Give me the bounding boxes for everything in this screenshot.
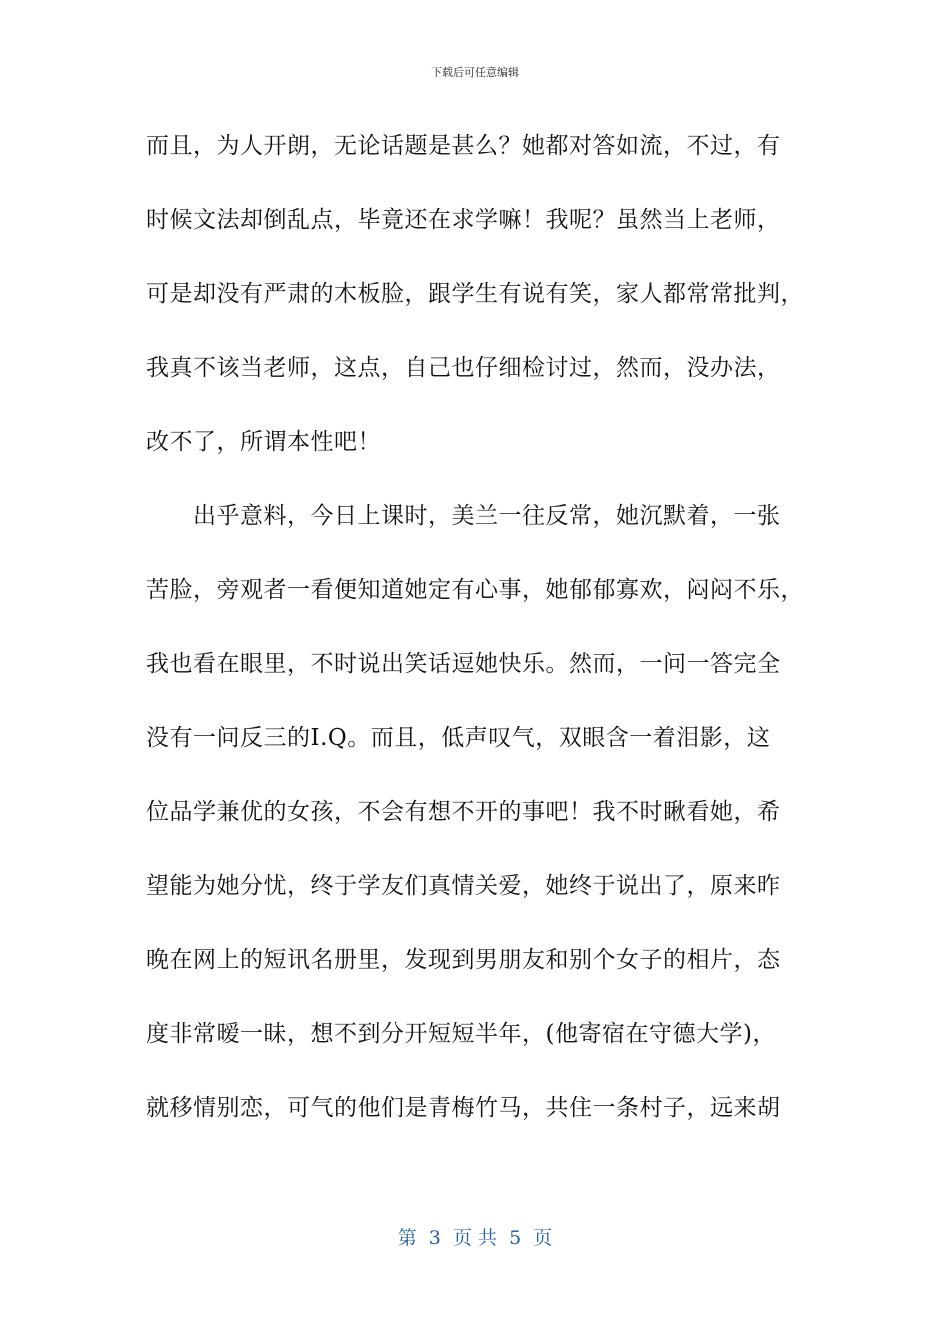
text-line: 时候文法却倒乱点，毕竟还在求学嘛！我呢？虽然当上老师， xyxy=(146,207,781,233)
text-line: 可是却没有严肃的木板脸，跟学生有说有笑，家人都常常批判， xyxy=(146,281,804,307)
page-number: 第 3 页 共 5 页 xyxy=(397,1227,553,1249)
page-header-note: 下载后可任意编辑 xyxy=(431,66,519,79)
text-line: 而且，为人开朗，无论话题是甚么？她都对答如流，不过，有 xyxy=(146,133,781,159)
text-line: 苦脸，旁观者一看便知道她定有心事，她郁郁寡欢，闷闷不乐， xyxy=(146,577,804,603)
text-line: 就移情别恋，可气的他们是青梅竹马，共住一条村子，远来胡 xyxy=(146,1095,781,1121)
text-line: 没有一问反三的I.Q。而且，低声叹气，双眼含一着泪影，这 xyxy=(146,725,771,751)
text-line: 我也看在眼里，不时说出笑话逗她快乐。然而，一问一答完全 xyxy=(146,651,781,677)
paragraph-first-line: 出乎意料，今日上课时，美兰一往反常，她沉默着，一张 xyxy=(193,503,781,529)
text-line: 我真不该当老师，这点，自己也仔细检讨过，然而，没办法， xyxy=(146,355,781,381)
text-line: 望能为她分忧，终于学友们真情关爱，她终于说出了，原来昨 xyxy=(146,873,781,899)
text-line: 位品学兼优的女孩，不会有想不开的事吧！我不时瞅看她，希 xyxy=(146,799,781,825)
body-text xyxy=(146,124,810,1160)
text-line: 改不了，所谓本性吧！ xyxy=(146,429,381,455)
text-line: 度非常暧一昧，想不到分开短短半年，(他寄宿在守德大学)， xyxy=(146,1021,776,1047)
text-line: 晚在网上的短讯名册里，发现到男朋友和别个女子的相片，态 xyxy=(146,947,781,973)
